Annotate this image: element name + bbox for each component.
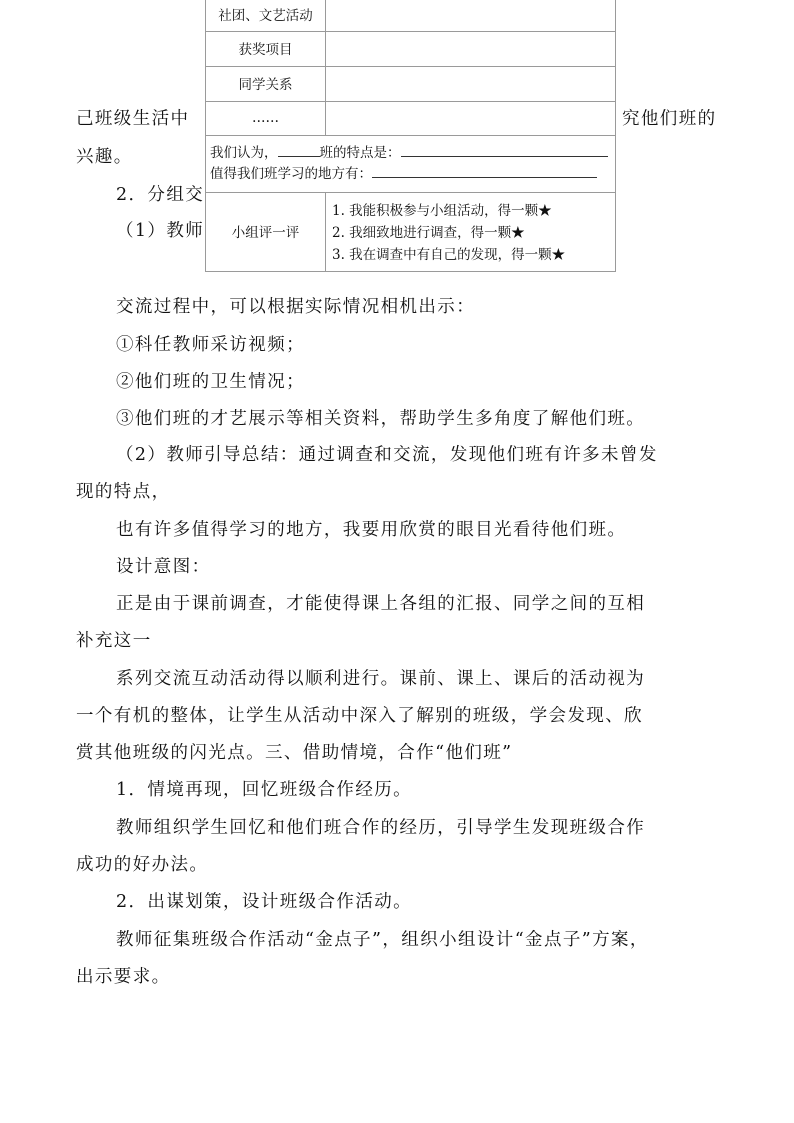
survey-table xyxy=(205,0,616,272)
paragraph-line: ①科任教师采访视频； xyxy=(116,335,305,355)
paragraph-line: 一个有机的整体，让学生从活动中深入了解别的班级，学会发现、欣 xyxy=(76,706,643,726)
paragraph-line: 出示要求。 xyxy=(76,967,171,987)
paragraph-line: 补充这一 xyxy=(76,631,152,651)
paragraph-line: 正是由于课前调查，才能使得课上各组的汇报、同学之间的互相 xyxy=(116,594,646,614)
table-row-label: 同学关系 xyxy=(238,77,293,93)
paragraph-line: 成功的好办法。 xyxy=(76,855,209,875)
table-row-label: 社团、文艺活动 xyxy=(218,8,313,24)
table-row-label: 获奖项目 xyxy=(238,42,293,58)
statement-class-feature: 我们认为， 班的特点是： xyxy=(210,144,608,162)
evaluation-label: 小组评一评 xyxy=(231,225,300,241)
paragraph-line: 2．出谋划策，设计班级合作活动。 xyxy=(116,892,413,912)
paragraph-line: 教师组织学生回忆和他们班合作的经历，引导学生发现班级合作 xyxy=(116,818,646,838)
evaluation-item: 2. 我细致地进行调查，得一颗★ xyxy=(332,225,525,241)
paragraph-line: 兴趣。 xyxy=(76,147,133,167)
paragraph-line: 究他们班的 xyxy=(622,109,717,129)
paragraph-line: ②他们班的卫生情况； xyxy=(116,372,305,392)
paragraph-line: 交流过程中，可以根据实际情况相机出示： xyxy=(116,297,476,317)
evaluation-item: 1. 我能积极参与小组活动，得一颗★ xyxy=(332,203,552,219)
table-row-label: …… xyxy=(252,110,279,126)
paragraph-line: 也有许多值得学习的地方，我要用欣赏的眼目光看待他们班。 xyxy=(116,520,627,540)
paragraph-line: 1．情境再现，回忆班级合作经历。 xyxy=(116,780,413,800)
paragraph-line: 教师征集班级合作活动“金点子”，组织小组设计“金点子”方案， xyxy=(116,930,649,950)
statement-learn-from: 值得我们班学习的地方有： xyxy=(210,165,597,183)
paragraph-line: （1）教师 xyxy=(116,221,205,241)
paragraph-line: 己班级生活中 xyxy=(76,109,190,129)
paragraph-line: 赏其他班级的闪光点。三、借助情境，合作“他们班” xyxy=(76,743,513,763)
paragraph-line: （2）教师引导总结：通过调查和交流，发现他们班有许多未曾发 xyxy=(116,445,658,465)
paragraph-line: ③他们班的才艺展示等相关资料，帮助学生多角度了解他们班。 xyxy=(116,409,646,429)
paragraph-line: 2．分组交 xyxy=(116,185,205,205)
paragraph-line: 设计意图： xyxy=(116,557,211,577)
evaluation-item: 3. 我在调查中有自己的发现，得一颗★ xyxy=(332,247,566,263)
paragraph-line: 系列交流互动活动得以顺利进行。课前、课上、课后的活动视为 xyxy=(116,669,646,689)
paragraph-line: 现的特点， xyxy=(76,482,171,502)
